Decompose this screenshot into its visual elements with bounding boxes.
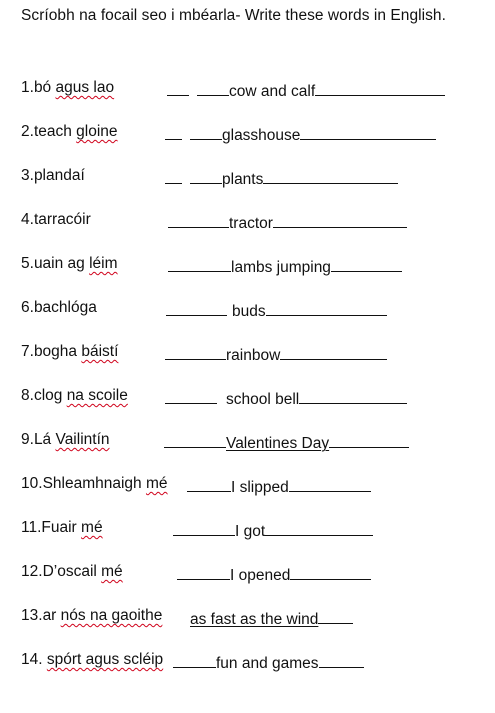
irish-text: Lá — [33, 431, 56, 448]
answer-line — [168, 255, 402, 277]
english-answer: Valentines Day — [226, 435, 330, 452]
irish-text-spellcheck: mé — [145, 475, 168, 492]
english-answer: school bell — [226, 391, 300, 408]
answer-line — [190, 607, 353, 629]
blank-line — [165, 343, 226, 360]
irish-text: ar — [42, 607, 61, 624]
item-number: 9. — [21, 431, 34, 448]
irish-text: clog — [33, 387, 67, 404]
answer-line — [165, 387, 407, 409]
irish-text-spellcheck: léim — [89, 255, 118, 272]
item-number: 12. — [21, 563, 43, 580]
blank-line — [190, 123, 222, 140]
irish-text: plandaí — [33, 167, 85, 184]
list-item — [0, 211, 495, 233]
irish-phrase — [21, 563, 123, 581]
irish-phrase — [21, 299, 97, 317]
irish-text: Fuair — [41, 519, 82, 536]
irish-text-spellcheck: mé — [101, 563, 123, 580]
irish-text-spellcheck: mé — [81, 519, 103, 536]
blank-line — [164, 431, 226, 448]
irish-text: D’oscail — [42, 563, 102, 580]
list-item — [0, 79, 495, 101]
irish-text-spellcheck: Vailintín — [55, 431, 110, 448]
english-answer: tractor — [229, 215, 273, 232]
irish-phrase — [21, 255, 118, 273]
item-number: 8. — [21, 387, 34, 404]
blank-line — [266, 299, 387, 316]
irish-text: tarracóir — [33, 211, 91, 228]
blank-line — [168, 211, 229, 228]
item-number: 5. — [21, 255, 34, 272]
answer-line — [177, 563, 371, 585]
answer-line — [167, 79, 445, 101]
blank-line — [273, 211, 407, 228]
irish-text: bogha — [33, 343, 82, 360]
irish-phrase — [21, 167, 85, 185]
blank-line — [318, 607, 353, 624]
blank-line — [187, 475, 231, 492]
answer-line — [165, 123, 436, 145]
item-number: 4. — [21, 211, 34, 228]
blank-line — [280, 343, 387, 360]
blank-line — [329, 431, 409, 448]
irish-text: bachlóga — [33, 299, 97, 316]
blank-line — [166, 299, 227, 316]
irish-text: uain ag — [33, 255, 90, 272]
blank-line — [290, 563, 371, 580]
english-answer: I got — [235, 523, 266, 540]
irish-text: bó — [33, 79, 56, 96]
item-number: 10. — [21, 475, 43, 492]
irish-text-spellcheck: na scoile — [66, 387, 128, 404]
blank-line — [167, 79, 189, 96]
blank-line — [319, 651, 364, 668]
list-item — [0, 255, 495, 277]
irish-phrase — [21, 519, 103, 537]
item-number: 6. — [21, 299, 34, 316]
list-item — [0, 123, 495, 145]
blank-line — [168, 255, 231, 272]
blank-line — [173, 519, 235, 536]
blank-line — [190, 167, 222, 184]
item-number: 1. — [21, 79, 34, 96]
page-title: Scríobh na focail seo i mbéarla- Write these words in English. — [21, 7, 446, 24]
english-answer: cow and calf — [229, 83, 316, 100]
blank-line — [165, 387, 217, 404]
item-number: 2. — [21, 123, 34, 140]
blank-line — [315, 79, 445, 96]
blank-line — [289, 475, 371, 492]
blank-line — [173, 651, 216, 668]
list-item — [0, 431, 495, 453]
blank-line — [331, 255, 402, 272]
irish-text: Shleamhnaigh — [42, 475, 146, 492]
irish-phrase — [21, 431, 110, 449]
irish-text-spellcheck: báistí — [81, 343, 119, 360]
list-item — [0, 167, 495, 189]
item-number: 13. — [21, 607, 43, 624]
answer-line — [173, 651, 364, 673]
irish-text-spellcheck: nós na gaoithe — [60, 607, 163, 624]
english-answer: lambs jumping — [231, 259, 331, 276]
list-item — [0, 519, 495, 541]
blank-line — [265, 519, 373, 536]
irish-text-spellcheck: gloine — [76, 123, 118, 140]
irish-phrase — [21, 79, 114, 97]
irish-text-spellcheck: agus lao — [55, 79, 115, 96]
blank-line — [300, 123, 436, 140]
answer-line — [165, 343, 387, 365]
irish-phrase — [21, 651, 163, 669]
list-item — [0, 387, 495, 409]
english-answer: as fast as the wind — [190, 611, 319, 628]
list-item — [0, 607, 495, 629]
irish-text-spellcheck: spórt agus scléip — [46, 651, 164, 668]
answer-line — [164, 431, 409, 453]
english-answer: buds — [232, 303, 266, 320]
item-number: 14. — [21, 651, 47, 668]
answer-line — [168, 211, 407, 233]
answer-line — [173, 519, 373, 541]
item-number: 7. — [21, 343, 34, 360]
list-item — [0, 343, 495, 365]
english-answer: glasshouse — [222, 127, 301, 144]
list-item — [0, 475, 495, 497]
irish-phrase — [21, 607, 162, 625]
blank-line — [299, 387, 407, 404]
irish-phrase — [21, 475, 168, 493]
english-answer: I opened — [230, 567, 291, 584]
answer-line — [187, 475, 371, 497]
blank-line — [197, 79, 229, 96]
blank-line — [165, 123, 182, 140]
answer-line — [166, 299, 387, 321]
blank-line — [177, 563, 230, 580]
english-answer: plants — [222, 171, 264, 188]
list-item — [0, 299, 495, 321]
english-answer: rainbow — [226, 347, 281, 364]
english-answer: fun and games — [216, 655, 319, 672]
irish-phrase — [21, 123, 118, 141]
blank-line — [165, 167, 182, 184]
answer-line — [165, 167, 398, 189]
blank-line — [263, 167, 398, 184]
irish-phrase — [21, 211, 91, 229]
list-item — [0, 651, 495, 673]
list-item — [0, 563, 495, 585]
irish-phrase — [21, 387, 128, 405]
english-answer: I slipped — [231, 479, 289, 496]
item-number: 3. — [21, 167, 34, 184]
irish-text: teach — [33, 123, 77, 140]
item-number: 11. — [21, 519, 42, 536]
irish-phrase — [21, 343, 118, 361]
